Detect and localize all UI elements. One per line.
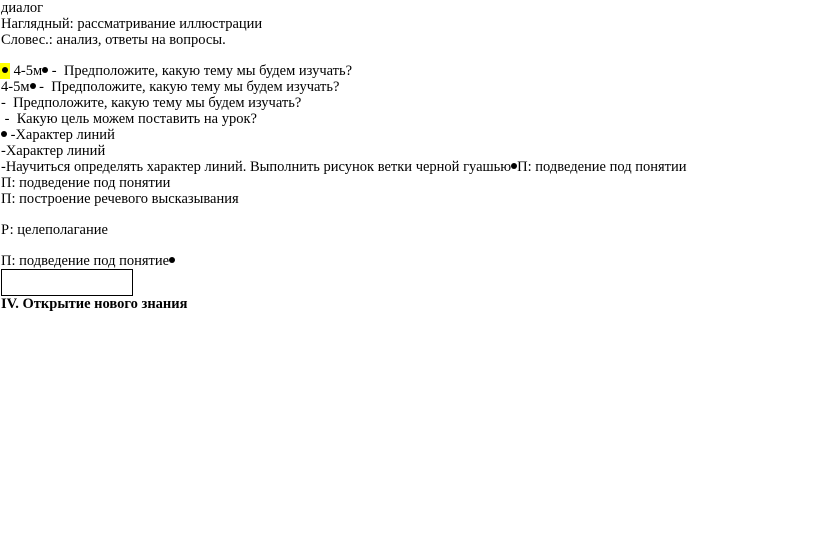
text-line-goal-question: - Какую цель можем поставить на урок? [1, 111, 257, 127]
text-line-dialog: диалог [1, 0, 44, 16]
text-line-goal-setting: Р: целеполагание [1, 222, 108, 238]
time-label: 4-5м [1, 79, 30, 95]
document-page [1, 0, 813, 312]
learning-goal-text: -Научиться определять характер линий. Выполнить рисунок ветки черной гуашью [1, 159, 512, 175]
text-line-question-3: - Предположите, какую тему мы будем изучать? [1, 95, 302, 111]
question-text: - Предположите, какую тему мы будем изучать? [35, 79, 340, 95]
text-line-learning-goal [1, 159, 813, 175]
text-line-line-character-bullet [1, 127, 813, 143]
concept-text: П: подведение под понятии [517, 159, 687, 175]
text-line-visual-method: Наглядный: рассматривание иллюстрации [1, 16, 263, 32]
text-line-speech: П: построение речевого высказывания [1, 191, 239, 207]
text-line-concept-final [1, 253, 813, 269]
text-line-question-1 [1, 63, 813, 79]
question-text: - Предположите, какую тему мы будем изучать? [48, 63, 353, 79]
empty-frame [1, 269, 133, 296]
bullet-icon [2, 67, 8, 73]
text-line-verbal-method: Словес.: анализ, ответы на вопросы. [1, 32, 226, 48]
text-line-line-character: -Характер линий [1, 143, 106, 159]
text-line-concept: П: подведение под понятии [1, 175, 171, 191]
blank-line [1, 48, 813, 63]
concept-final-text: П: подведение под понятие [1, 253, 170, 269]
bullet-icon [169, 257, 175, 263]
highlight-mark [0, 63, 10, 79]
section-heading: IV. Открытие нового знания [1, 296, 188, 312]
blank-line [1, 238, 813, 253]
time-label: 4-5м [13, 63, 43, 79]
text-line-question-2 [1, 79, 813, 95]
blank-line [1, 207, 813, 222]
line-character-text: -Характер линий [7, 127, 115, 143]
